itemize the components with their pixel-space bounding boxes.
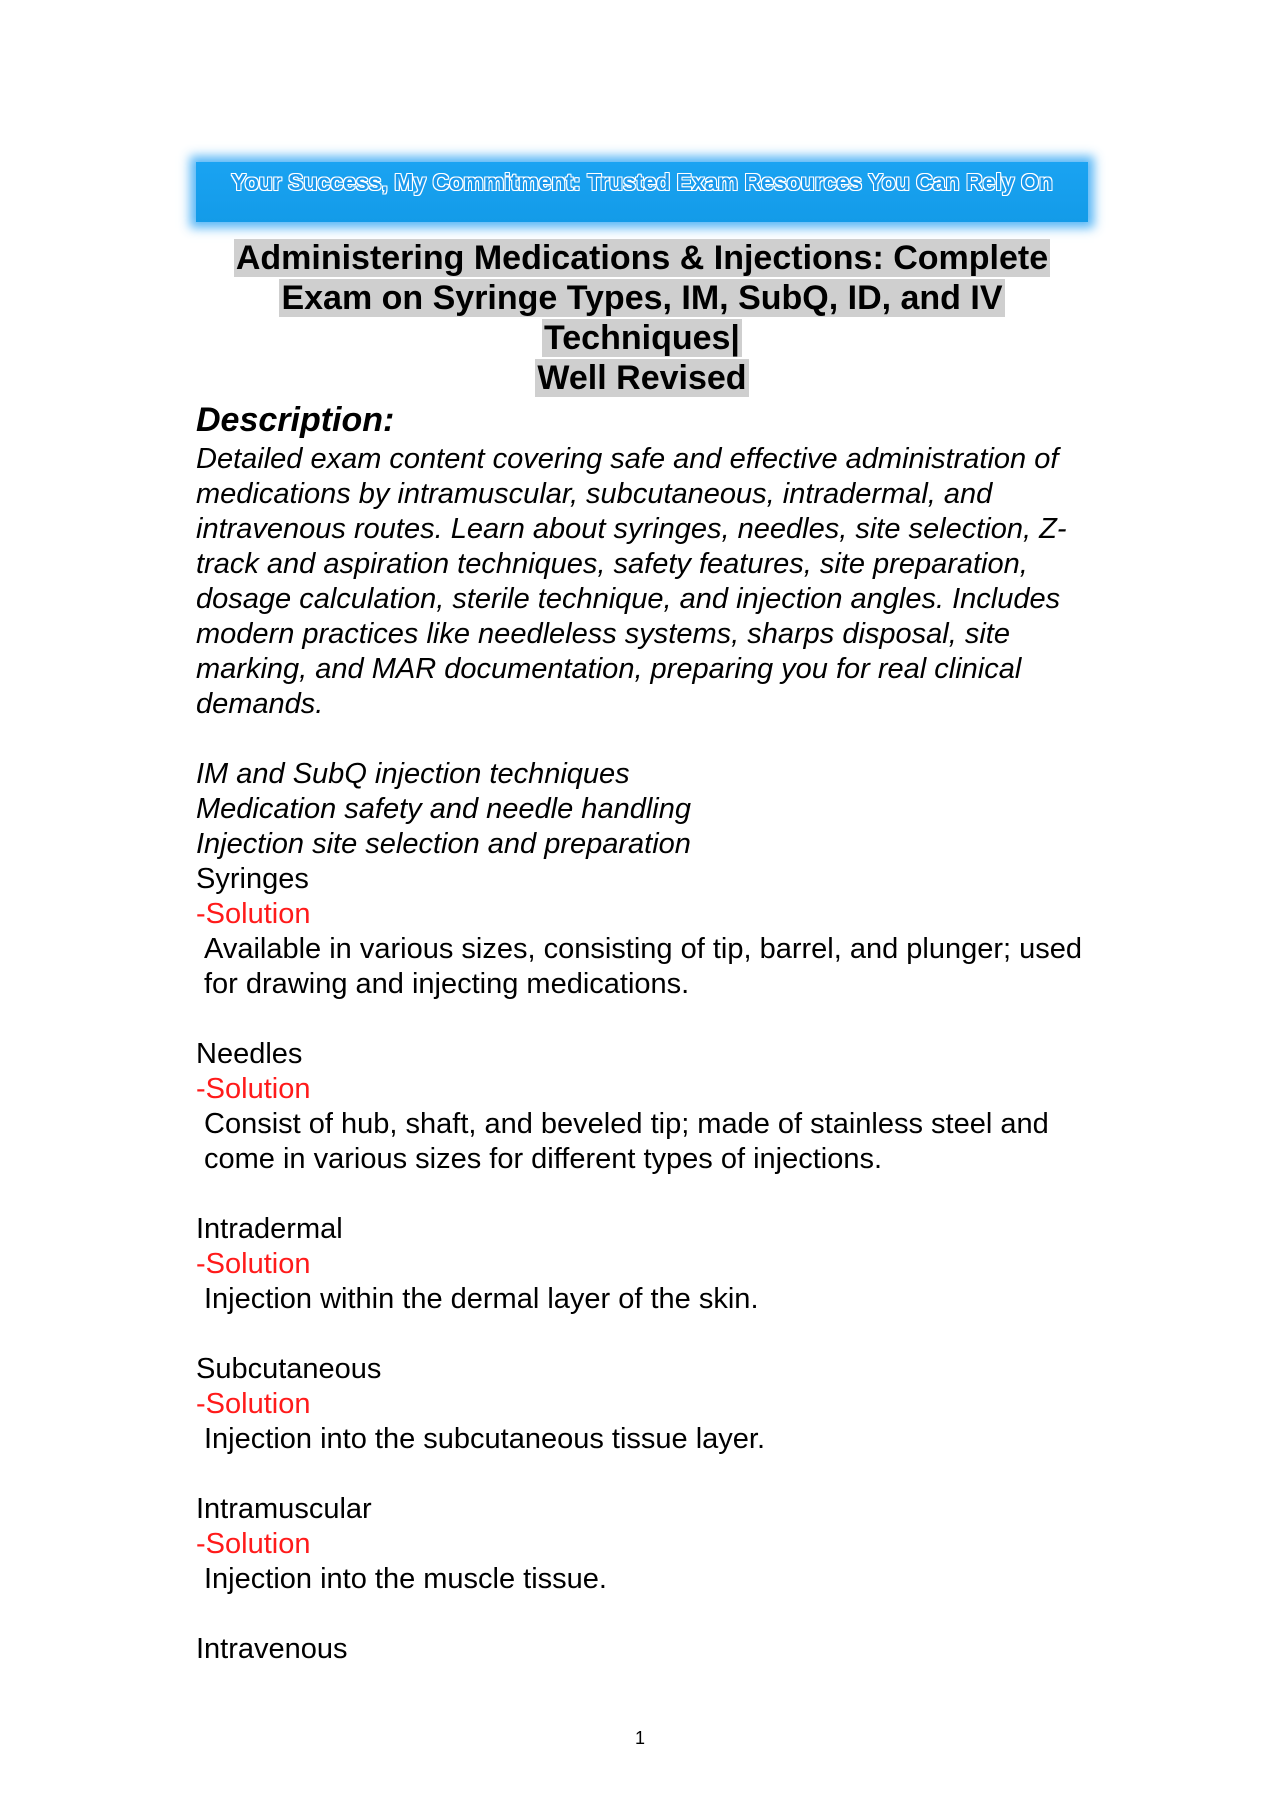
qa-item <box>196 1492 1096 1597</box>
qa-answer: Injection into the muscle tissue. <box>204 1563 607 1595</box>
qa-term: Intradermal <box>196 1213 343 1245</box>
page-number: 1 <box>634 1728 645 1748</box>
solution-label: -Solution <box>196 898 311 930</box>
topic-item: IM and SubQ injection techniques <box>196 758 630 790</box>
document-body <box>196 400 1096 1667</box>
qa-answer: Consist of hub, shaft, and beveled tip; made of stainless steel and come in various sizes for different types of injections. <box>204 1108 1049 1175</box>
document-title <box>196 238 1088 398</box>
qa-item <box>196 862 1096 1002</box>
qa-answer: Available in various sizes, consisting of tip, barrel, and plunger; used for drawing and injecting medications. <box>204 933 1083 1000</box>
solution-label: -Solution <box>196 1248 311 1280</box>
promo-banner <box>196 162 1088 222</box>
qa-item <box>196 1632 1096 1667</box>
solution-label: -Solution <box>196 1073 311 1105</box>
qa-item <box>196 1037 1096 1177</box>
solution-label: -Solution <box>196 1388 311 1420</box>
banner-text: Your Success, My Commitment: Trusted Exam Resources You Can Rely On <box>231 169 1053 195</box>
description-heading: Description: <box>196 401 395 439</box>
qa-term: Subcutaneous <box>196 1353 382 1385</box>
qa-item <box>196 1212 1096 1317</box>
title-line-3: Techniques| <box>544 319 740 357</box>
description-text: Detailed exam content covering safe and effective administration of medications by intramuscular, subcutaneous, intradermal, and intravenous routes. Learn about syringes, needles, site selection, Z-track and aspiration techniques, safety features, site preparation, dosage calculation, sterile technique, and injection angles. Includes modern practices like needleless systems, sharps disposal, site marking, and MAR documentation, preparing you for real clinical demands. <box>196 443 1067 720</box>
qa-answer: Injection into the subcutaneous tissue layer. <box>204 1423 766 1455</box>
topic-list <box>196 757 1096 862</box>
qa-term: Intramuscular <box>196 1493 372 1525</box>
title-line-1: Administering Medications & Injections: Complete <box>235 239 1049 277</box>
qa-item <box>196 1352 1096 1457</box>
title-line-2: Exam on Syringe Types, IM, SubQ, ID, and IV <box>281 279 1003 317</box>
topic-item: Injection site selection and preparation <box>196 828 691 860</box>
topic-item: Medication safety and needle handling <box>196 793 691 825</box>
qa-term: Intravenous <box>196 1633 348 1665</box>
qa-term: Syringes <box>196 863 309 895</box>
qa-term: Needles <box>196 1038 303 1070</box>
title-line-4: Well Revised <box>537 359 747 397</box>
qa-answer: Injection within the dermal layer of the skin. <box>204 1283 759 1315</box>
solution-label: -Solution <box>196 1528 311 1560</box>
